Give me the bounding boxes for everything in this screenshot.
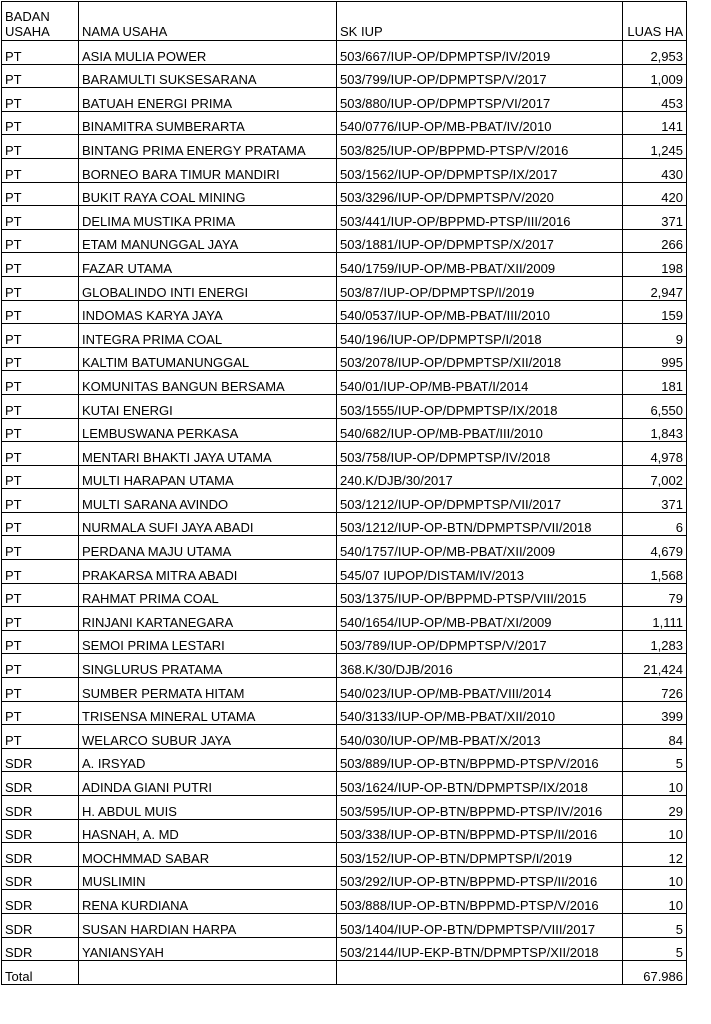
cell-nama-usaha: BATUAH ENERGI PRIMA [79,88,337,112]
cell-badan-usaha: SDR [2,772,79,796]
cell-badan-usaha: PT [2,88,79,112]
cell-nama-usaha: H. ABDUL MUIS [79,796,337,820]
table-row [2,913,687,937]
table-row [2,560,687,584]
cell-badan-usaha: PT [2,206,79,230]
cell-badan-usaha: PT [2,607,79,631]
cell-badan-usaha: SDR [2,890,79,914]
cell-sk-iup: 503/441/IUP-OP/BPPMD-PTSP/III/2016 [337,206,623,230]
cell-luas-ha: 1,009 [623,64,687,88]
cell-sk-iup: 540/1759/IUP-OP/MB-PBAT/XII/2009 [337,253,623,277]
cell-nama-usaha: ASIA MULIA POWER [79,41,337,65]
table-row [2,324,687,348]
cell-badan-usaha: SDR [2,819,79,843]
cell-luas-ha: 5 [623,937,687,961]
cell-badan-usaha: PT [2,300,79,324]
header-nama-usaha: NAMA USAHA [79,2,337,41]
cell-sk-iup: 503/667/IUP-OP/DPMPTSP/IV/2019 [337,41,623,65]
cell-nama-usaha: MENTARI BHAKTI JAYA UTAMA [79,442,337,466]
cell-luas-ha: 12 [623,843,687,867]
cell-nama-usaha: KUTAI ENERGI [79,394,337,418]
table-row [2,725,687,749]
cell-luas-ha: 21,424 [623,654,687,678]
cell-luas-ha: 10 [623,819,687,843]
cell-nama-usaha: RENA KURDIANA [79,890,337,914]
cell-badan-usaha: PT [2,630,79,654]
cell-badan-usaha: SDR [2,748,79,772]
cell-badan-usaha: PT [2,654,79,678]
table-row [2,772,687,796]
cell-badan-usaha: PT [2,276,79,300]
header-sk-iup: SK IUP [337,2,623,41]
cell-nama-usaha: SEMOI PRIMA LESTARI [79,630,337,654]
cell-sk-iup: 503/1212/IUP-OP/DPMPTSP/VII/2017 [337,489,623,513]
cell-sk-iup: 503/1555/IUP-OP/DPMPTSP/IX/2018 [337,394,623,418]
cell-luas-ha: 141 [623,111,687,135]
cell-sk-iup: 540/3133/IUP-OP/MB-PBAT/XII/2010 [337,701,623,725]
cell-sk-iup: 503/789/IUP-OP/DPMPTSP/V/2017 [337,630,623,654]
cell-nama-usaha: A. IRSYAD [79,748,337,772]
table-row [2,206,687,230]
cell-nama-usaha: INTEGRA PRIMA COAL [79,324,337,348]
table-row [2,630,687,654]
cell-sk-iup: 540/1654/IUP-OP/MB-PBAT/XI/2009 [337,607,623,631]
table-row [2,229,687,253]
cell-luas-ha: 266 [623,229,687,253]
table-row [2,253,687,277]
table-row [2,442,687,466]
cell-luas-ha: 453 [623,88,687,112]
table-row [2,88,687,112]
cell-badan-usaha: SDR [2,796,79,820]
cell-luas-ha: 9 [623,324,687,348]
cell-badan-usaha: PT [2,158,79,182]
cell-badan-usaha: PT [2,442,79,466]
cell-badan-usaha: SDR [2,913,79,937]
cell-nama-usaha: ETAM MANUNGGAL JAYA [79,229,337,253]
cell-sk-iup: 503/889/IUP-OP-BTN/BPPMD-PTSP/V/2016 [337,748,623,772]
cell-sk-iup: 503/1212/IUP-OP-BTN/DPMPTSP/VII/2018 [337,512,623,536]
empty-cell [337,961,623,985]
cell-sk-iup: 503/758/IUP-OP/DPMPTSP/IV/2018 [337,442,623,466]
table-row [2,111,687,135]
cell-nama-usaha: SUSAN HARDIAN HARPA [79,913,337,937]
cell-nama-usaha: SUMBER PERMATA HITAM [79,678,337,702]
license-table [1,1,687,985]
empty-cell [79,961,337,985]
cell-badan-usaha: PT [2,253,79,277]
header-badan-usaha: BADAN USAHA [2,2,79,41]
cell-badan-usaha: PT [2,701,79,725]
cell-nama-usaha: BARAMULTI SUKSESARANA [79,64,337,88]
cell-luas-ha: 399 [623,701,687,725]
table-row [2,937,687,961]
cell-luas-ha: 995 [623,347,687,371]
cell-nama-usaha: HASNAH, A. MD [79,819,337,843]
cell-nama-usaha: BORNEO BARA TIMUR MANDIRI [79,158,337,182]
cell-sk-iup: 545/07 IUPOP/DISTAM/IV/2013 [337,560,623,584]
cell-luas-ha: 1,843 [623,418,687,442]
cell-luas-ha: 159 [623,300,687,324]
cell-nama-usaha: DELIMA MUSTIKA PRIMA [79,206,337,230]
cell-sk-iup: 503/1404/IUP-OP-BTN/DPMPTSP/VIII/2017 [337,913,623,937]
cell-nama-usaha: SINGLURUS PRATAMA [79,654,337,678]
cell-luas-ha: 7,002 [623,465,687,489]
cell-luas-ha: 1,283 [623,630,687,654]
table-row [2,819,687,843]
table-row [2,583,687,607]
cell-luas-ha: 29 [623,796,687,820]
cell-luas-ha: 10 [623,772,687,796]
total-row [2,961,687,985]
cell-badan-usaha: PT [2,229,79,253]
cell-sk-iup: 540/01/IUP-OP/MB-PBAT/I/2014 [337,371,623,395]
table-row [2,135,687,159]
cell-sk-iup: 503/825/IUP-OP/BPPMD-PTSP/V/2016 [337,135,623,159]
cell-luas-ha: 6,550 [623,394,687,418]
cell-badan-usaha: PT [2,678,79,702]
total-label: Total [2,961,79,985]
cell-badan-usaha: PT [2,583,79,607]
cell-luas-ha: 2,947 [623,276,687,300]
cell-sk-iup: 503/2144/IUP-EKP-BTN/DPMPTSP/XII/2018 [337,937,623,961]
cell-sk-iup: 540/030/IUP-OP/MB-PBAT/X/2013 [337,725,623,749]
table-row [2,748,687,772]
cell-sk-iup: 540/196/IUP-OP/DPMPTSP/I/2018 [337,324,623,348]
cell-luas-ha: 1,568 [623,560,687,584]
cell-luas-ha: 1,111 [623,607,687,631]
cell-luas-ha: 6 [623,512,687,536]
cell-nama-usaha: BINTANG PRIMA ENERGY PRATAMA [79,135,337,159]
cell-nama-usaha: RINJANI KARTANEGARA [79,607,337,631]
cell-sk-iup: 503/3296/IUP-OP/DPMPTSP/V/2020 [337,182,623,206]
table-row [2,701,687,725]
table-row [2,64,687,88]
cell-sk-iup: 540/682/IUP-OP/MB-PBAT/III/2010 [337,418,623,442]
cell-sk-iup: 503/1881/IUP-OP/DPMPTSP/X/2017 [337,229,623,253]
cell-luas-ha: 181 [623,371,687,395]
cell-nama-usaha: BINAMITRA SUMBERARTA [79,111,337,135]
cell-luas-ha: 198 [623,253,687,277]
cell-badan-usaha: PT [2,64,79,88]
cell-nama-usaha: NURMALA SUFI JAYA ABADI [79,512,337,536]
cell-nama-usaha: MUSLIMIN [79,866,337,890]
cell-nama-usaha: YANIANSYAH [79,937,337,961]
cell-nama-usaha: MULTI HARAPAN UTAMA [79,465,337,489]
cell-sk-iup: 503/799/IUP-OP/DPMPTSP/V/2017 [337,64,623,88]
cell-luas-ha: 430 [623,158,687,182]
table-row [2,536,687,560]
cell-nama-usaha: PRAKARSA MITRA ABADI [79,560,337,584]
table-row [2,654,687,678]
table-row [2,418,687,442]
cell-badan-usaha: PT [2,41,79,65]
cell-luas-ha: 84 [623,725,687,749]
cell-luas-ha: 5 [623,913,687,937]
total-value: 67.986 [623,961,687,985]
cell-badan-usaha: PT [2,394,79,418]
cell-nama-usaha: LEMBUSWANA PERKASA [79,418,337,442]
cell-luas-ha: 79 [623,583,687,607]
table-row [2,465,687,489]
cell-luas-ha: 1,245 [623,135,687,159]
cell-badan-usaha: PT [2,465,79,489]
cell-nama-usaha: TRISENSA MINERAL UTAMA [79,701,337,725]
cell-badan-usaha: PT [2,536,79,560]
table-row [2,182,687,206]
table-row [2,158,687,182]
cell-luas-ha: 371 [623,489,687,513]
cell-badan-usaha: PT [2,371,79,395]
cell-nama-usaha: ADINDA GIANI PUTRI [79,772,337,796]
cell-badan-usaha: PT [2,182,79,206]
cell-nama-usaha: PERDANA MAJU UTAMA [79,536,337,560]
cell-sk-iup: 540/1757/IUP-OP/MB-PBAT/XII/2009 [337,536,623,560]
cell-nama-usaha: MOCHMMAD SABAR [79,843,337,867]
cell-sk-iup: 503/595/IUP-OP-BTN/BPPMD-PTSP/IV/2016 [337,796,623,820]
cell-nama-usaha: KALTIM BATUMANUNGGAL [79,347,337,371]
table-row [2,371,687,395]
cell-badan-usaha: PT [2,489,79,513]
cell-sk-iup: 503/888/IUP-OP-BTN/BPPMD-PTSP/V/2016 [337,890,623,914]
cell-badan-usaha: SDR [2,937,79,961]
cell-nama-usaha: GLOBALINDO INTI ENERGI [79,276,337,300]
cell-sk-iup: 540/0776/IUP-OP/MB-PBAT/IV/2010 [337,111,623,135]
cell-luas-ha: 4,679 [623,536,687,560]
header-luas-ha: LUAS HA [623,2,687,41]
cell-sk-iup: 503/292/IUP-OP-BTN/BPPMD-PTSP/II/2016 [337,866,623,890]
cell-sk-iup: 503/87/IUP-OP/DPMPTSP/I/2019 [337,276,623,300]
cell-sk-iup: 540/0537/IUP-OP/MB-PBAT/III/2010 [337,300,623,324]
table-row [2,300,687,324]
cell-sk-iup: 503/152/IUP-OP-BTN/DPMPTSP/I/2019 [337,843,623,867]
cell-luas-ha: 371 [623,206,687,230]
table-row [2,394,687,418]
cell-sk-iup: 503/338/IUP-OP-BTN/BPPMD-PTSP/II/2016 [337,819,623,843]
table-row [2,678,687,702]
cell-nama-usaha: MULTI SARANA AVINDO [79,489,337,513]
table-row [2,512,687,536]
header-row [2,2,687,41]
cell-badan-usaha: PT [2,324,79,348]
table-row [2,489,687,513]
cell-nama-usaha: RAHMAT PRIMA COAL [79,583,337,607]
cell-nama-usaha: KOMUNITAS BANGUN BERSAMA [79,371,337,395]
cell-badan-usaha: SDR [2,843,79,867]
cell-badan-usaha: PT [2,418,79,442]
cell-sk-iup: 540/023/IUP-OP/MB-PBAT/VIII/2014 [337,678,623,702]
cell-badan-usaha: PT [2,512,79,536]
table-row [2,276,687,300]
cell-sk-iup: 368.K/30/DJB/2016 [337,654,623,678]
cell-badan-usaha: PT [2,560,79,584]
cell-badan-usaha: SDR [2,866,79,890]
table-row [2,866,687,890]
cell-luas-ha: 2,953 [623,41,687,65]
table-row [2,607,687,631]
cell-sk-iup: 503/1562/IUP-OP/DPMPTSP/IX/2017 [337,158,623,182]
cell-sk-iup: 503/1375/IUP-OP/BPPMD-PTSP/VIII/2015 [337,583,623,607]
cell-luas-ha: 420 [623,182,687,206]
cell-badan-usaha: PT [2,111,79,135]
cell-luas-ha: 5 [623,748,687,772]
table-row [2,890,687,914]
table-row [2,843,687,867]
cell-luas-ha: 10 [623,866,687,890]
cell-nama-usaha: WELARCO SUBUR JAYA [79,725,337,749]
cell-nama-usaha: INDOMAS KARYA JAYA [79,300,337,324]
cell-badan-usaha: PT [2,725,79,749]
cell-sk-iup: 503/2078/IUP-OP/DPMPTSP/XII/2018 [337,347,623,371]
cell-luas-ha: 4,978 [623,442,687,466]
cell-nama-usaha: BUKIT RAYA COAL MINING [79,182,337,206]
cell-badan-usaha: PT [2,135,79,159]
cell-luas-ha: 726 [623,678,687,702]
table-row [2,41,687,65]
cell-nama-usaha: FAZAR UTAMA [79,253,337,277]
cell-luas-ha: 10 [623,890,687,914]
table-row [2,796,687,820]
cell-sk-iup: 240.K/DJB/30/2017 [337,465,623,489]
cell-sk-iup: 503/880/IUP-OP/DPMPTSP/VI/2017 [337,88,623,112]
cell-sk-iup: 503/1624/IUP-OP-BTN/DPMPTSP/IX/2018 [337,772,623,796]
cell-badan-usaha: PT [2,347,79,371]
table-row [2,347,687,371]
